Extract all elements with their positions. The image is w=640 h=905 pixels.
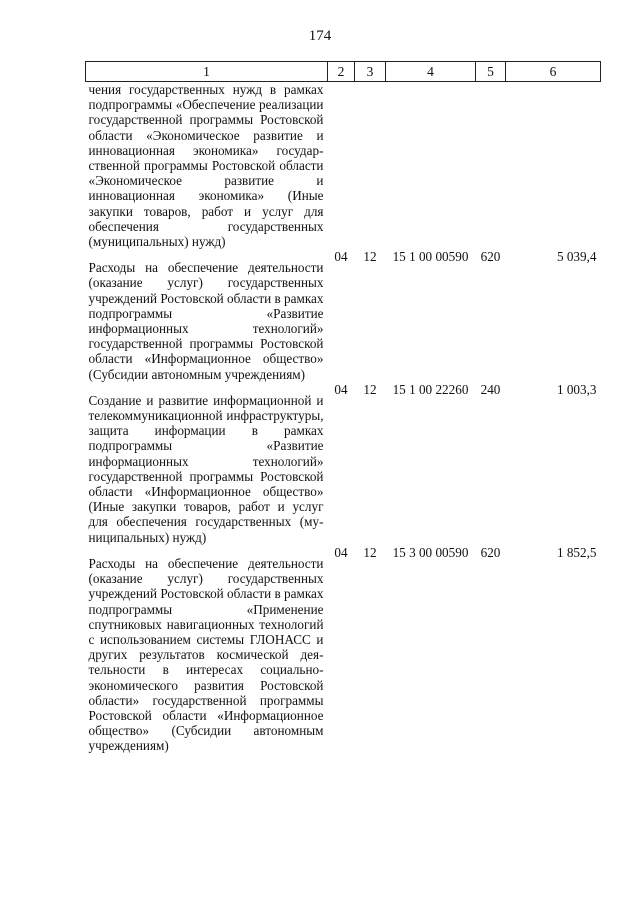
row-subsection xyxy=(355,82,386,250)
row-amount: 1 852,5 xyxy=(556,544,597,560)
header-col-2: 2 xyxy=(328,62,355,82)
table-row xyxy=(86,545,601,754)
row-expense-type: 620 xyxy=(480,544,501,560)
row-description: Создание и развитие информационной и телекоммуникационной инфраструктуры, защита информации в рамках подпрограммы «Развитие информационных технологий» государственной программы Ростовской области «Информационное общество» (Иные закупки товаров, работ и услуг для обеспечения государственных (муниципальных) нужд) xyxy=(88,392,324,545)
row-target-code: 15 3 00 00590 xyxy=(392,544,469,560)
row-section: 04 xyxy=(334,249,348,265)
row-subsection: 12 xyxy=(363,249,377,265)
row-amount: 5 039,4 xyxy=(556,249,597,265)
header-col-1: 1 xyxy=(86,62,328,82)
table-header xyxy=(86,62,601,82)
row-section: 04 xyxy=(334,381,348,397)
page-number: 174 xyxy=(308,28,332,44)
budget-table xyxy=(85,61,601,754)
header-col-6: 6 xyxy=(506,62,601,82)
row-expense-type: 620 xyxy=(480,249,501,265)
row-expense-type xyxy=(476,82,506,250)
row-amount xyxy=(506,82,601,250)
header-col-3: 3 xyxy=(355,62,386,82)
row-amount: 1 003,3 xyxy=(556,381,597,397)
row-expense-type: 240 xyxy=(480,381,501,397)
table-row xyxy=(86,249,601,382)
row-target-code: 15 1 00 22260 xyxy=(392,381,469,397)
row-subsection: 12 xyxy=(363,544,377,560)
table-row xyxy=(86,82,601,250)
row-target-code: 15 1 00 00590 xyxy=(392,249,469,265)
header-col-5: 5 xyxy=(476,62,506,82)
row-section xyxy=(328,82,355,250)
row-section: 04 xyxy=(334,544,348,560)
row-description: Расходы на обеспечение деятельности (оказание услуг) государственных учреждений Ростовской области в рамках подпрограммы «Применение спутниковых навигационных технологий с использованием системы ГЛОНАСС и других результатов космической деятельности в интересах социально-экономического развития Ростовской области» государственной программы Ростовской области «Информационное общество» (Субсидии автономным учреждениям) xyxy=(88,555,324,754)
row-description: Расходы на обеспечение деятельности (оказание услуг) государственных учреждений Ростовской области в рамках подпрограммы «Развитие информационных технологий» государственной программы Ростовской области «Информационное общество» (Субсидии автономным учреждениям) xyxy=(88,260,324,382)
row-target-code xyxy=(386,82,476,250)
row-description: чения государственных нужд в рамках подпрограммы «Обеспечение реализации государственной программы Ростовской области «Экономическое развитие и инновационная экономика» государственной программы Ростовской области «Экономическое развитие и инновационная экономика» (Иные закупки товаров, работ и услуг для обеспечения государственных (муниципальных) нужд) xyxy=(88,82,324,250)
table-body xyxy=(86,82,601,754)
header-col-4: 4 xyxy=(386,62,476,82)
row-subsection: 12 xyxy=(363,381,377,397)
table-row xyxy=(86,382,601,545)
header-row xyxy=(86,62,601,82)
